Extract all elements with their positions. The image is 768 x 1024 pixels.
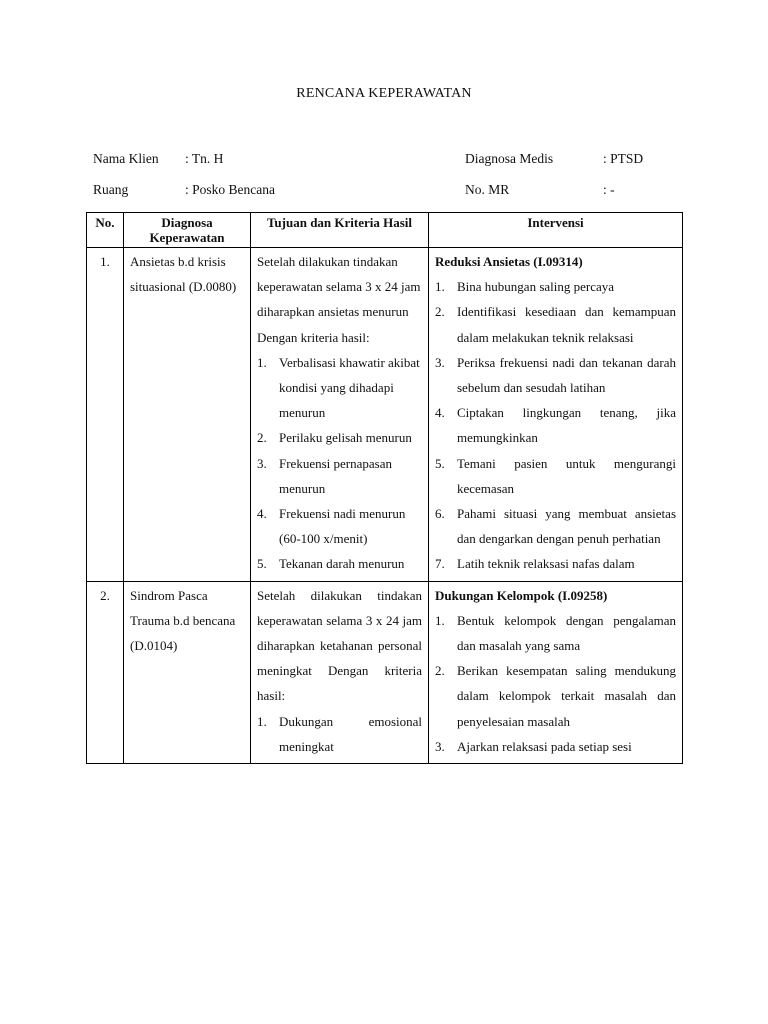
list-text: Ajarkan relaksasi pada setiap sesi xyxy=(457,738,632,754)
nama-klien-value: : Tn. H xyxy=(185,151,224,166)
list-item xyxy=(435,451,676,501)
list-item xyxy=(257,551,422,576)
list-item xyxy=(435,400,676,450)
diagnosa-cell: Ansietas b.d krisis situasional (D.0080) xyxy=(124,248,251,582)
list-number: 5. xyxy=(435,455,445,471)
header-intervensi: Intervensi xyxy=(429,213,683,248)
list-number: 2. xyxy=(435,304,445,320)
list-item xyxy=(257,350,422,426)
tujuan-intro: Setelah dilakukan tindakan keperawatan selama 3 x 24 jam diharapkan ansietas menurun Dengan kriteria hasil: xyxy=(257,254,421,345)
list-text: Dukungan emosional meningkat xyxy=(279,713,422,754)
list-text: Ciptakan lingkungan tenang, jika memungkinkan xyxy=(457,405,676,446)
list-item xyxy=(257,709,422,759)
table-row xyxy=(87,248,683,582)
document-title: RENCANA KEPERAWATAN xyxy=(296,86,472,101)
list-text: Temani pasien untuk mengurangi kecemasan xyxy=(457,455,676,496)
tujuan-cell xyxy=(251,581,429,763)
list-number: 1. xyxy=(435,612,445,628)
table-header-row xyxy=(87,213,683,248)
list-item xyxy=(435,501,676,551)
header-tujuan: Tujuan dan Kriteria Hasil xyxy=(251,213,429,248)
list-item xyxy=(435,350,676,400)
row-number: 2. xyxy=(87,581,124,763)
criteria-list xyxy=(257,709,422,759)
list-item xyxy=(435,608,676,658)
intervensi-title: Reduksi Ansietas (I.09314) xyxy=(435,254,583,269)
list-item xyxy=(257,425,422,450)
list-number: 2. xyxy=(257,430,267,446)
diagnosa-cell: Sindrom Pasca Trauma b.d bencana (D.0104) xyxy=(124,581,251,763)
list-item xyxy=(257,501,422,551)
intervention-list xyxy=(435,608,676,759)
list-number: 3. xyxy=(435,354,445,370)
list-item xyxy=(435,734,676,759)
list-text: Periksa frekuensi nadi dan tekanan darah sebelum dan sesudah latihan xyxy=(457,354,676,396)
diagnosa-medis-label: Diagnosa Medis xyxy=(465,151,554,166)
list-number: 1. xyxy=(257,713,267,729)
list-text: Identifikasi kesediaan dan kemampuan dalam melakukan teknik relaksasi xyxy=(457,304,676,345)
list-number: 3. xyxy=(435,738,445,754)
list-item xyxy=(435,658,676,734)
tujuan-intro: Setelah dilakukan tindakan keperawatan selama 3 x 24 jam diharapkan ketahanan personal meningkat Dengan kriteria hasil: xyxy=(257,587,422,704)
list-text: Bina hubungan saling percaya xyxy=(457,279,615,295)
list-number: 4. xyxy=(257,506,267,522)
list-number: 6. xyxy=(435,506,445,522)
ruang-value: : Posko Bencana xyxy=(185,182,275,197)
list-number: 1. xyxy=(435,279,445,295)
list-item xyxy=(435,551,676,576)
list-number: 1. xyxy=(257,354,267,370)
list-text: Latih teknik relaksasi nafas dalam xyxy=(457,556,635,572)
row-number: 1. xyxy=(87,248,124,582)
list-text: Frekuensi pernapasan menurun xyxy=(279,455,392,496)
list-text: Bentuk kelompok dengan pengalaman dan masalah yang sama xyxy=(457,612,676,654)
list-item xyxy=(257,451,422,501)
list-item xyxy=(435,299,676,349)
list-number: 3. xyxy=(257,455,267,471)
list-text: Perilaku gelisah menurun xyxy=(279,430,412,446)
no-mr-label: No. MR xyxy=(465,182,510,197)
intervensi-cell xyxy=(429,248,683,582)
list-item xyxy=(435,274,676,299)
intervensi-title: Dukungan Kelompok (I.09258) xyxy=(435,587,608,603)
no-mr-value: : - xyxy=(603,182,615,197)
list-text: Tekanan darah menurun xyxy=(279,556,405,572)
header-diagnosa: Diagnosa Keperawatan xyxy=(124,213,251,248)
care-plan-table xyxy=(86,212,683,764)
intervention-list xyxy=(435,274,676,576)
list-number: 5. xyxy=(257,556,267,572)
list-text: Berikan kesempatan saling mendukung dalam kelompok terkait masalah dan penyelesaian masalah xyxy=(457,663,676,729)
ruang-label: Ruang xyxy=(93,182,129,197)
header-no: No. xyxy=(87,213,124,248)
nama-klien-label: Nama Klien xyxy=(93,151,159,166)
list-number: 7. xyxy=(435,556,445,572)
table-row xyxy=(87,581,683,763)
intervensi-cell xyxy=(429,581,683,763)
list-text: Verbalisasi khawatir akibat kondisi yang dihadapi menurun xyxy=(279,354,420,421)
list-text: Frekuensi nadi menurun (60-100 x/menit) xyxy=(279,506,406,547)
diagnosa-medis-value: : PTSD xyxy=(603,151,644,166)
tujuan-cell xyxy=(251,248,429,582)
list-number: 2. xyxy=(435,663,445,679)
list-text: Pahami situasi yang membuat ansietas dan dengarkan dengan penuh perhatian xyxy=(457,506,676,547)
list-number: 4. xyxy=(435,405,445,421)
criteria-list xyxy=(257,350,422,577)
